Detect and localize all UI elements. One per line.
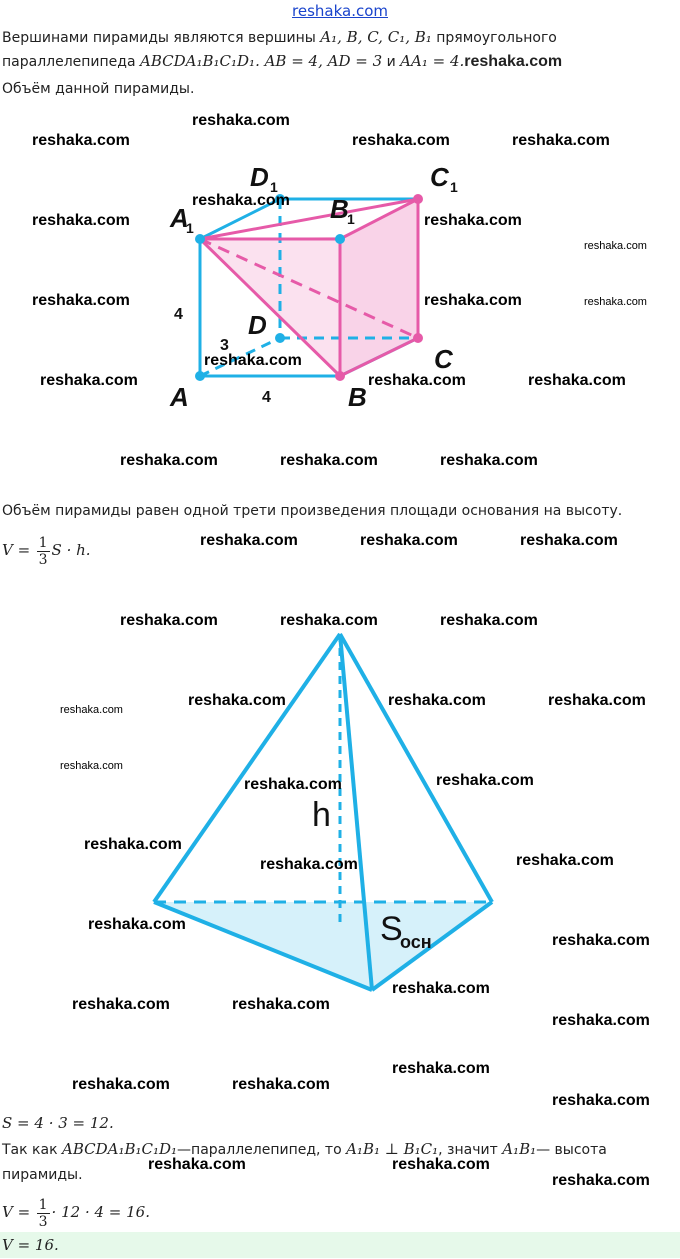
dim-width: 4 [262, 389, 271, 406]
watermark-text: reshaka.com [360, 532, 458, 549]
watermark-text: reshaka.com [352, 132, 450, 149]
inline-watermark: reshaka.com [464, 53, 563, 70]
since-line-1: Так как ABCDA₁B₁C₁D₁—параллелепипед, то A₁B₁ ⊥ B₁C₁, значит A₁B₁— высота [2, 1140, 607, 1158]
watermark-text: reshaka.com [440, 452, 538, 469]
watermark-text: reshaka.com [552, 932, 650, 949]
label-a1: A [170, 203, 189, 233]
watermark-text: reshaka.com [40, 372, 138, 389]
watermark-text: reshaka.com [232, 1076, 330, 1093]
box-name: ABCDA₁B₁C₁D₁ [140, 52, 256, 70]
watermark-text: reshaka.com [244, 776, 342, 793]
watermark-text: reshaka.com [32, 212, 130, 229]
label-b1: B [330, 194, 349, 224]
watermark-text: reshaka.com [424, 292, 522, 309]
watermark-text: reshaka.com [512, 132, 610, 149]
watermark-text: reshaka.com [584, 240, 647, 252]
watermark-text: reshaka.com [200, 532, 298, 549]
fraction-one-third: $\frac{1}{3}$ [38, 534, 48, 568]
label-b: B [348, 382, 367, 412]
label-d1: D [250, 162, 269, 192]
watermark-text: reshaka.com [368, 372, 466, 389]
base-fill [154, 902, 492, 990]
svg-text:1: 1 [347, 211, 355, 227]
watermark-text: reshaka.com [280, 612, 378, 629]
watermark-text: reshaka.com [72, 1076, 170, 1093]
watermark-text: reshaka.com [552, 1092, 650, 1109]
watermark-text: reshaka.com [88, 916, 186, 933]
svg-text:1: 1 [450, 179, 458, 195]
watermark-text: reshaka.com [520, 532, 618, 549]
watermark-text: reshaka.com [392, 1060, 490, 1077]
label-c: C [434, 344, 453, 374]
answer-highlight [0, 1232, 680, 1258]
label-d: D [248, 310, 267, 340]
watermark-text: reshaka.com [392, 980, 490, 997]
watermark-text: reshaka.com [260, 856, 358, 873]
watermark-text: reshaka.com [388, 692, 486, 709]
watermark-text: reshaka.com [188, 692, 286, 709]
statement-line-1: Вершинами пирамиды являются вершины A₁, B, C, C₁, B₁ прямоугольного [2, 28, 557, 46]
watermark-text: reshaka.com [552, 1172, 650, 1189]
site-header-link[interactable]: reshaka.com [292, 2, 388, 20]
volume-rule: Объём пирамиды равен одной трети произведения площади основания на высоту. [2, 503, 623, 519]
watermark-text: reshaka.com [60, 760, 123, 772]
pyramid-figure [0, 620, 680, 1020]
label-c1: C [430, 162, 449, 192]
watermark-text: reshaka.com [60, 704, 123, 716]
watermark-text: reshaka.com [84, 836, 182, 853]
watermark-text: reshaka.com [148, 1156, 246, 1173]
watermark-text: reshaka.com [552, 1012, 650, 1029]
watermark-text: reshaka.com [548, 692, 646, 709]
dim-depth: 3 [220, 337, 229, 354]
watermark-text: reshaka.com [120, 452, 218, 469]
volume-formula: V = $\frac{1}{3}$ S · h. [2, 534, 91, 568]
watermark-text: reshaka.com [436, 772, 534, 789]
height-label: h [312, 796, 331, 834]
watermark-text: reshaka.com [72, 996, 170, 1013]
answer: V = 16. [2, 1236, 59, 1254]
statement-line-3: Объём данной пирамиды. [2, 81, 195, 97]
statement-line-2: параллелепипеда ABCDA₁B₁C₁D₁. AB = 4, AD = 3 и AA₁ = 4.reshaka.com [2, 52, 563, 70]
watermark-text: reshaka.com [204, 352, 302, 369]
watermark-text: reshaka.com [516, 852, 614, 869]
vertices-list: A₁, B, C, C₁, B₁ [320, 28, 432, 46]
watermark-text: reshaka.com [392, 1156, 490, 1173]
watermark-text: reshaka.com [528, 372, 626, 389]
watermark-text: reshaka.com [32, 132, 130, 149]
watermark-text: reshaka.com [440, 612, 538, 629]
watermark-text: reshaka.com [584, 296, 647, 308]
watermark-text: reshaka.com [192, 112, 290, 129]
since-line-2: пирамиды. [2, 1167, 83, 1183]
watermark-text: reshaka.com [280, 452, 378, 469]
calc-formula: V = $\frac{1}{3}$ · 12 · 4 = 16. [2, 1196, 150, 1230]
svg-text:1: 1 [270, 179, 278, 195]
fraction-one-third-2: $\frac{1}{3}$ [38, 1196, 48, 1230]
watermark-text: reshaka.com [32, 292, 130, 309]
dim-height: 4 [174, 306, 183, 323]
watermark-text: reshaka.com [424, 212, 522, 229]
base-area-label: S [380, 910, 403, 948]
watermark-text: reshaka.com [120, 612, 218, 629]
area-formula: S = 4 · 3 = 12. [2, 1114, 114, 1132]
base-area-sub: осн [400, 932, 432, 952]
watermark-text: reshaka.com [192, 192, 290, 209]
watermark-text: reshaka.com [232, 996, 330, 1013]
svg-text:1: 1 [186, 220, 194, 236]
label-a: A [170, 382, 189, 412]
